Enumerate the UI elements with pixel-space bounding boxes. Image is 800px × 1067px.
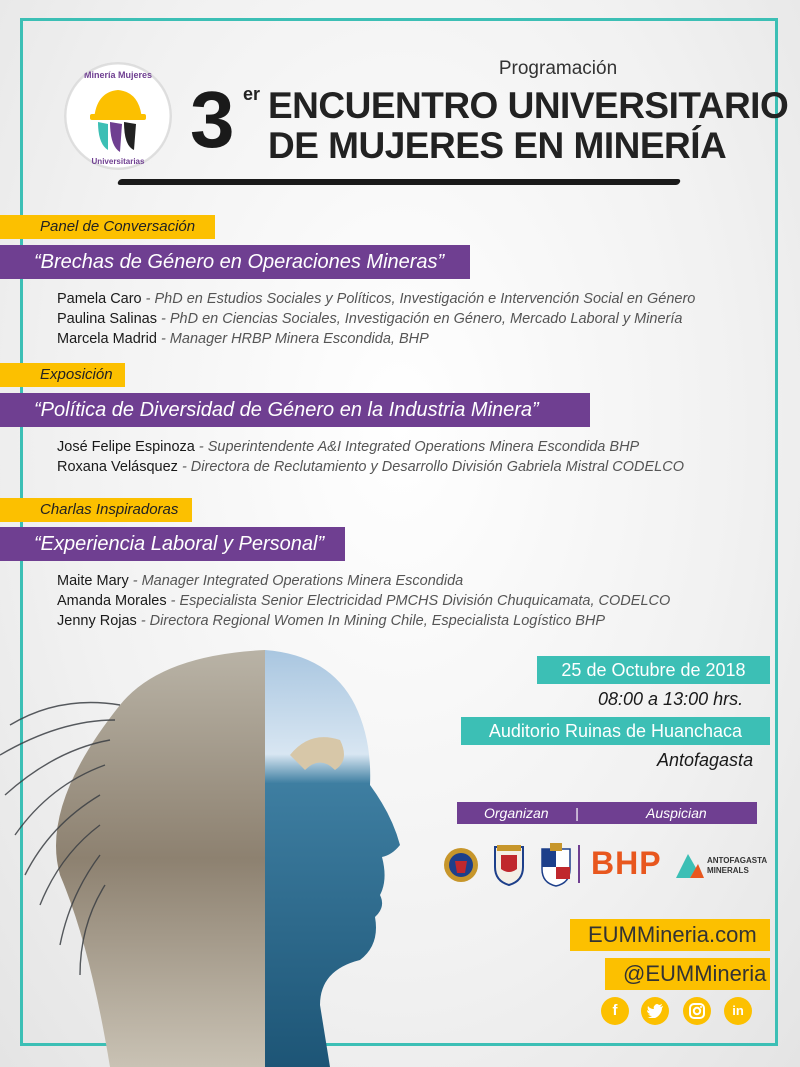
organizan-label: Organizan bbox=[484, 805, 549, 821]
speaker-item: Pamela Caro - PhD en Estudios Sociales y Políticos, Investigación e Intervención Social en Género bbox=[57, 291, 696, 307]
antofagasta-minerals-logo-icon bbox=[674, 850, 706, 880]
programacion-label: Programación bbox=[498, 58, 618, 79]
section-title-experiencia: “Experiencia Laboral y Personal” bbox=[0, 527, 345, 561]
head-silhouette-illustration bbox=[0, 645, 480, 1067]
website-link[interactable]: EUMMineria.com bbox=[570, 919, 770, 951]
speaker-item: Marcela Madrid - Manager HRBP Minera Escondida, BHP bbox=[57, 331, 429, 347]
partner-divider bbox=[578, 845, 580, 883]
bhp-logo: BHP bbox=[591, 845, 662, 881]
speaker-item: Paulina Salinas - PhD en Ciencias Sociales, Investigación en Género, Mercado Laboral y Minería bbox=[57, 311, 683, 327]
svg-text:Universitarias: Universitarias bbox=[91, 157, 145, 166]
section-tag-exposicion: Exposición bbox=[0, 363, 125, 387]
event-venue: Auditorio Ruinas de Huanchaca bbox=[461, 717, 770, 745]
speaker-item: José Felipe Espinoza - Superintendente A&I Integrated Operations Minera Escondida BHP bbox=[57, 439, 640, 455]
section-title-politica: “Política de Diversidad de Género en la Industria Minera” bbox=[0, 393, 590, 427]
university-shield-icon bbox=[491, 843, 527, 887]
edition-superscript: er bbox=[243, 84, 261, 104]
linkedin-icon[interactable]: in bbox=[724, 997, 752, 1025]
section-title-brechas: “Brechas de Género en Operaciones Mineras” bbox=[0, 245, 470, 279]
event-date: 25 de Octubre de 2018 bbox=[537, 656, 770, 684]
partners-separator: | bbox=[575, 805, 579, 821]
chile-university-crest-icon bbox=[540, 843, 572, 887]
facebook-icon[interactable]: f bbox=[601, 997, 629, 1025]
edition-number: 3 bbox=[190, 75, 235, 164]
section-tag-panel: Panel de Conversación bbox=[0, 215, 215, 239]
title-line-2: DE MUJERES EN MINERÍA bbox=[268, 125, 727, 166]
auspician-label: Auspician bbox=[646, 805, 707, 821]
university-crest-icon bbox=[443, 843, 479, 887]
speaker-item: Amanda Morales - Especialista Senior Electricidad PMCHS División Chuquicamata, CODELCO bbox=[57, 593, 671, 609]
speaker-item: Jenny Rojas - Directora Regional Women In Mining Chile, Especialista Logístico BHP bbox=[57, 613, 606, 629]
event-logo bbox=[64, 62, 172, 170]
instagram-icon[interactable] bbox=[683, 997, 711, 1025]
title-line-1: ENCUENTRO UNIVERSITARIO bbox=[268, 85, 789, 126]
antofagasta-minerals-text: ANTOFAGASTA MINERALS bbox=[707, 856, 768, 875]
speaker-item: Maite Mary - Manager Integrated Operations Minera Escondida bbox=[57, 573, 464, 589]
social-handle[interactable]: @EUMMineria bbox=[605, 958, 770, 990]
svg-text:Minería Mujeres: Minería Mujeres bbox=[83, 70, 153, 80]
event-time: 08:00 a 13:00 hrs. bbox=[598, 689, 744, 709]
brush-divider bbox=[117, 179, 681, 185]
speaker-item: Roxana Velásquez - Directora de Reclutamiento y Desarrollo División Gabriela Mistral CODELCO bbox=[57, 459, 684, 475]
partners-bar bbox=[457, 802, 757, 824]
section-tag-charlas: Charlas Inspiradoras bbox=[0, 498, 192, 522]
twitter-icon[interactable] bbox=[641, 997, 669, 1025]
event-city: Antofagasta bbox=[657, 750, 754, 770]
